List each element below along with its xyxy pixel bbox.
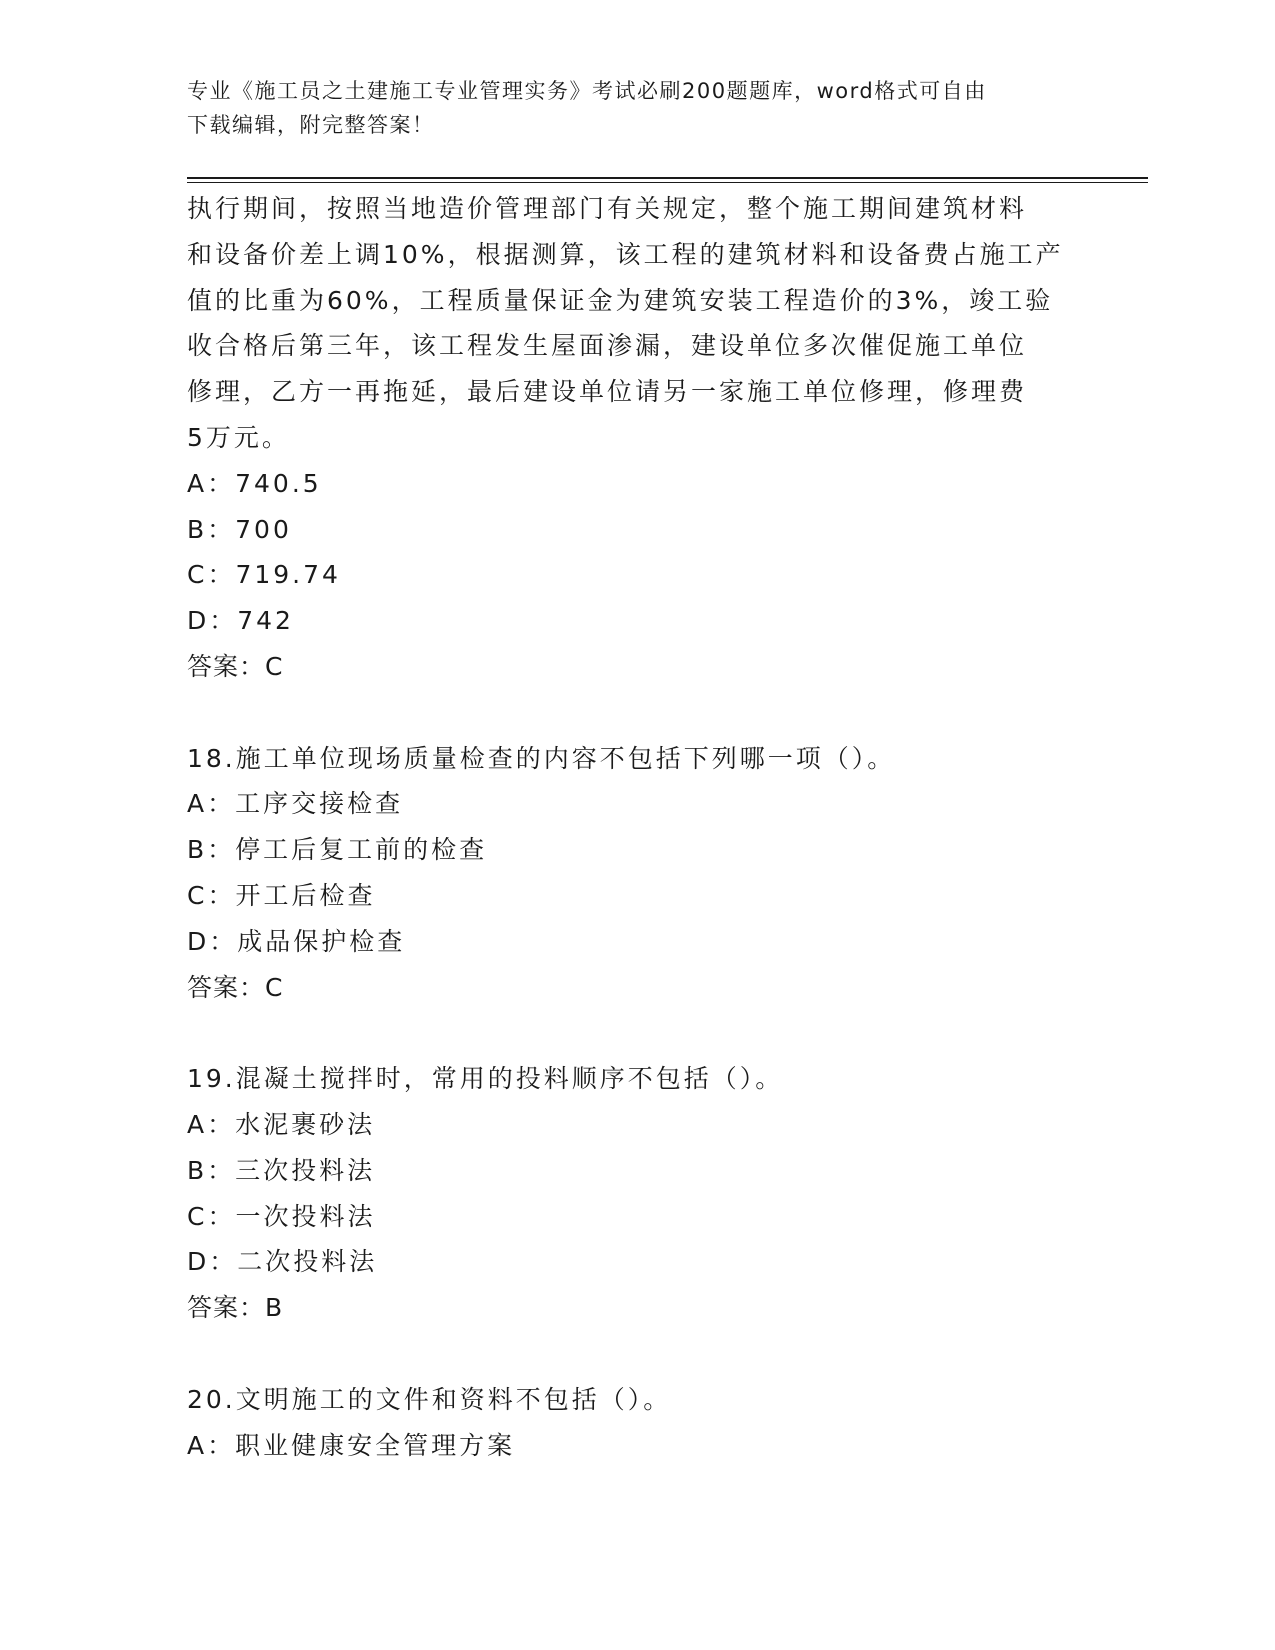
spacer <box>187 690 1087 736</box>
header-rule-thin <box>187 182 1148 183</box>
question-stem: 18.施工单位现场质量检查的内容不包括下列哪一项（）。 <box>187 743 896 773</box>
question-stem-line: 5万元。 <box>187 422 290 452</box>
question-20 <box>187 1377 1087 1469</box>
option-c: C：一次投料法 <box>187 1201 376 1231</box>
question-stem-line: 修理，乙方一再拖延，最后建设单位请另一家施工单位修理，修理费 <box>187 377 1028 407</box>
question-19 <box>187 1056 1087 1331</box>
question-stem: 20.文明施工的文件和资料不包括（）。 <box>187 1384 672 1414</box>
option-d: D：742 <box>187 606 294 636</box>
question-stem-line: 执行期间，按照当地造价管理部门有关规定，整个施工期间建筑材料 <box>187 194 1028 223</box>
spacer <box>187 1331 1087 1377</box>
option-a: A：工序交接检查 <box>187 789 404 819</box>
question-stem: 19.混凝土搅拌时，常用的投料顺序不包括（）。 <box>187 1064 784 1094</box>
option-b: B：700 <box>187 514 292 544</box>
option-b: B：三次投料法 <box>187 1155 376 1185</box>
answer: 答案：C <box>187 651 284 681</box>
header-line-2: 下载编辑，附完整答案！ <box>187 113 435 137</box>
spacer <box>187 1010 1087 1056</box>
question-17-continued <box>187 186 1087 690</box>
question-stem-line: 收合格后第三年，该工程发生屋面渗漏，建设单位多次催促施工单位 <box>187 331 1028 361</box>
answer: 答案：B <box>187 1293 284 1323</box>
option-a: A：水泥裹砂法 <box>187 1109 376 1139</box>
option-d: D：成品保护检查 <box>187 926 406 956</box>
header-line-1: 专业《施工员之土建施工专业管理实务》考试必刷200题题库，word格式可自由 <box>187 79 987 103</box>
option-c: C：开工后检查 <box>187 880 376 910</box>
option-a: A：职业健康安全管理方案 <box>187 1430 516 1460</box>
option-d: D：二次投料法 <box>187 1247 378 1277</box>
option-a: A：740.5 <box>187 468 322 498</box>
option-b: B：停工后复工前的检查 <box>187 835 488 865</box>
question-stem-line: 值的比重为60%，工程质量保证金为建筑安装工程造价的3%，竣工验 <box>187 285 1054 315</box>
question-stem-line: 和设备价差上调10%，根据测算，该工程的建筑材料和设备费占施工产 <box>187 239 1064 269</box>
document-body <box>187 186 1087 1468</box>
option-c: C：719.74 <box>187 560 341 590</box>
header-rule-thick <box>187 177 1148 179</box>
answer: 答案：C <box>187 972 284 1002</box>
question-18 <box>187 736 1087 1011</box>
document-header <box>187 74 1087 142</box>
